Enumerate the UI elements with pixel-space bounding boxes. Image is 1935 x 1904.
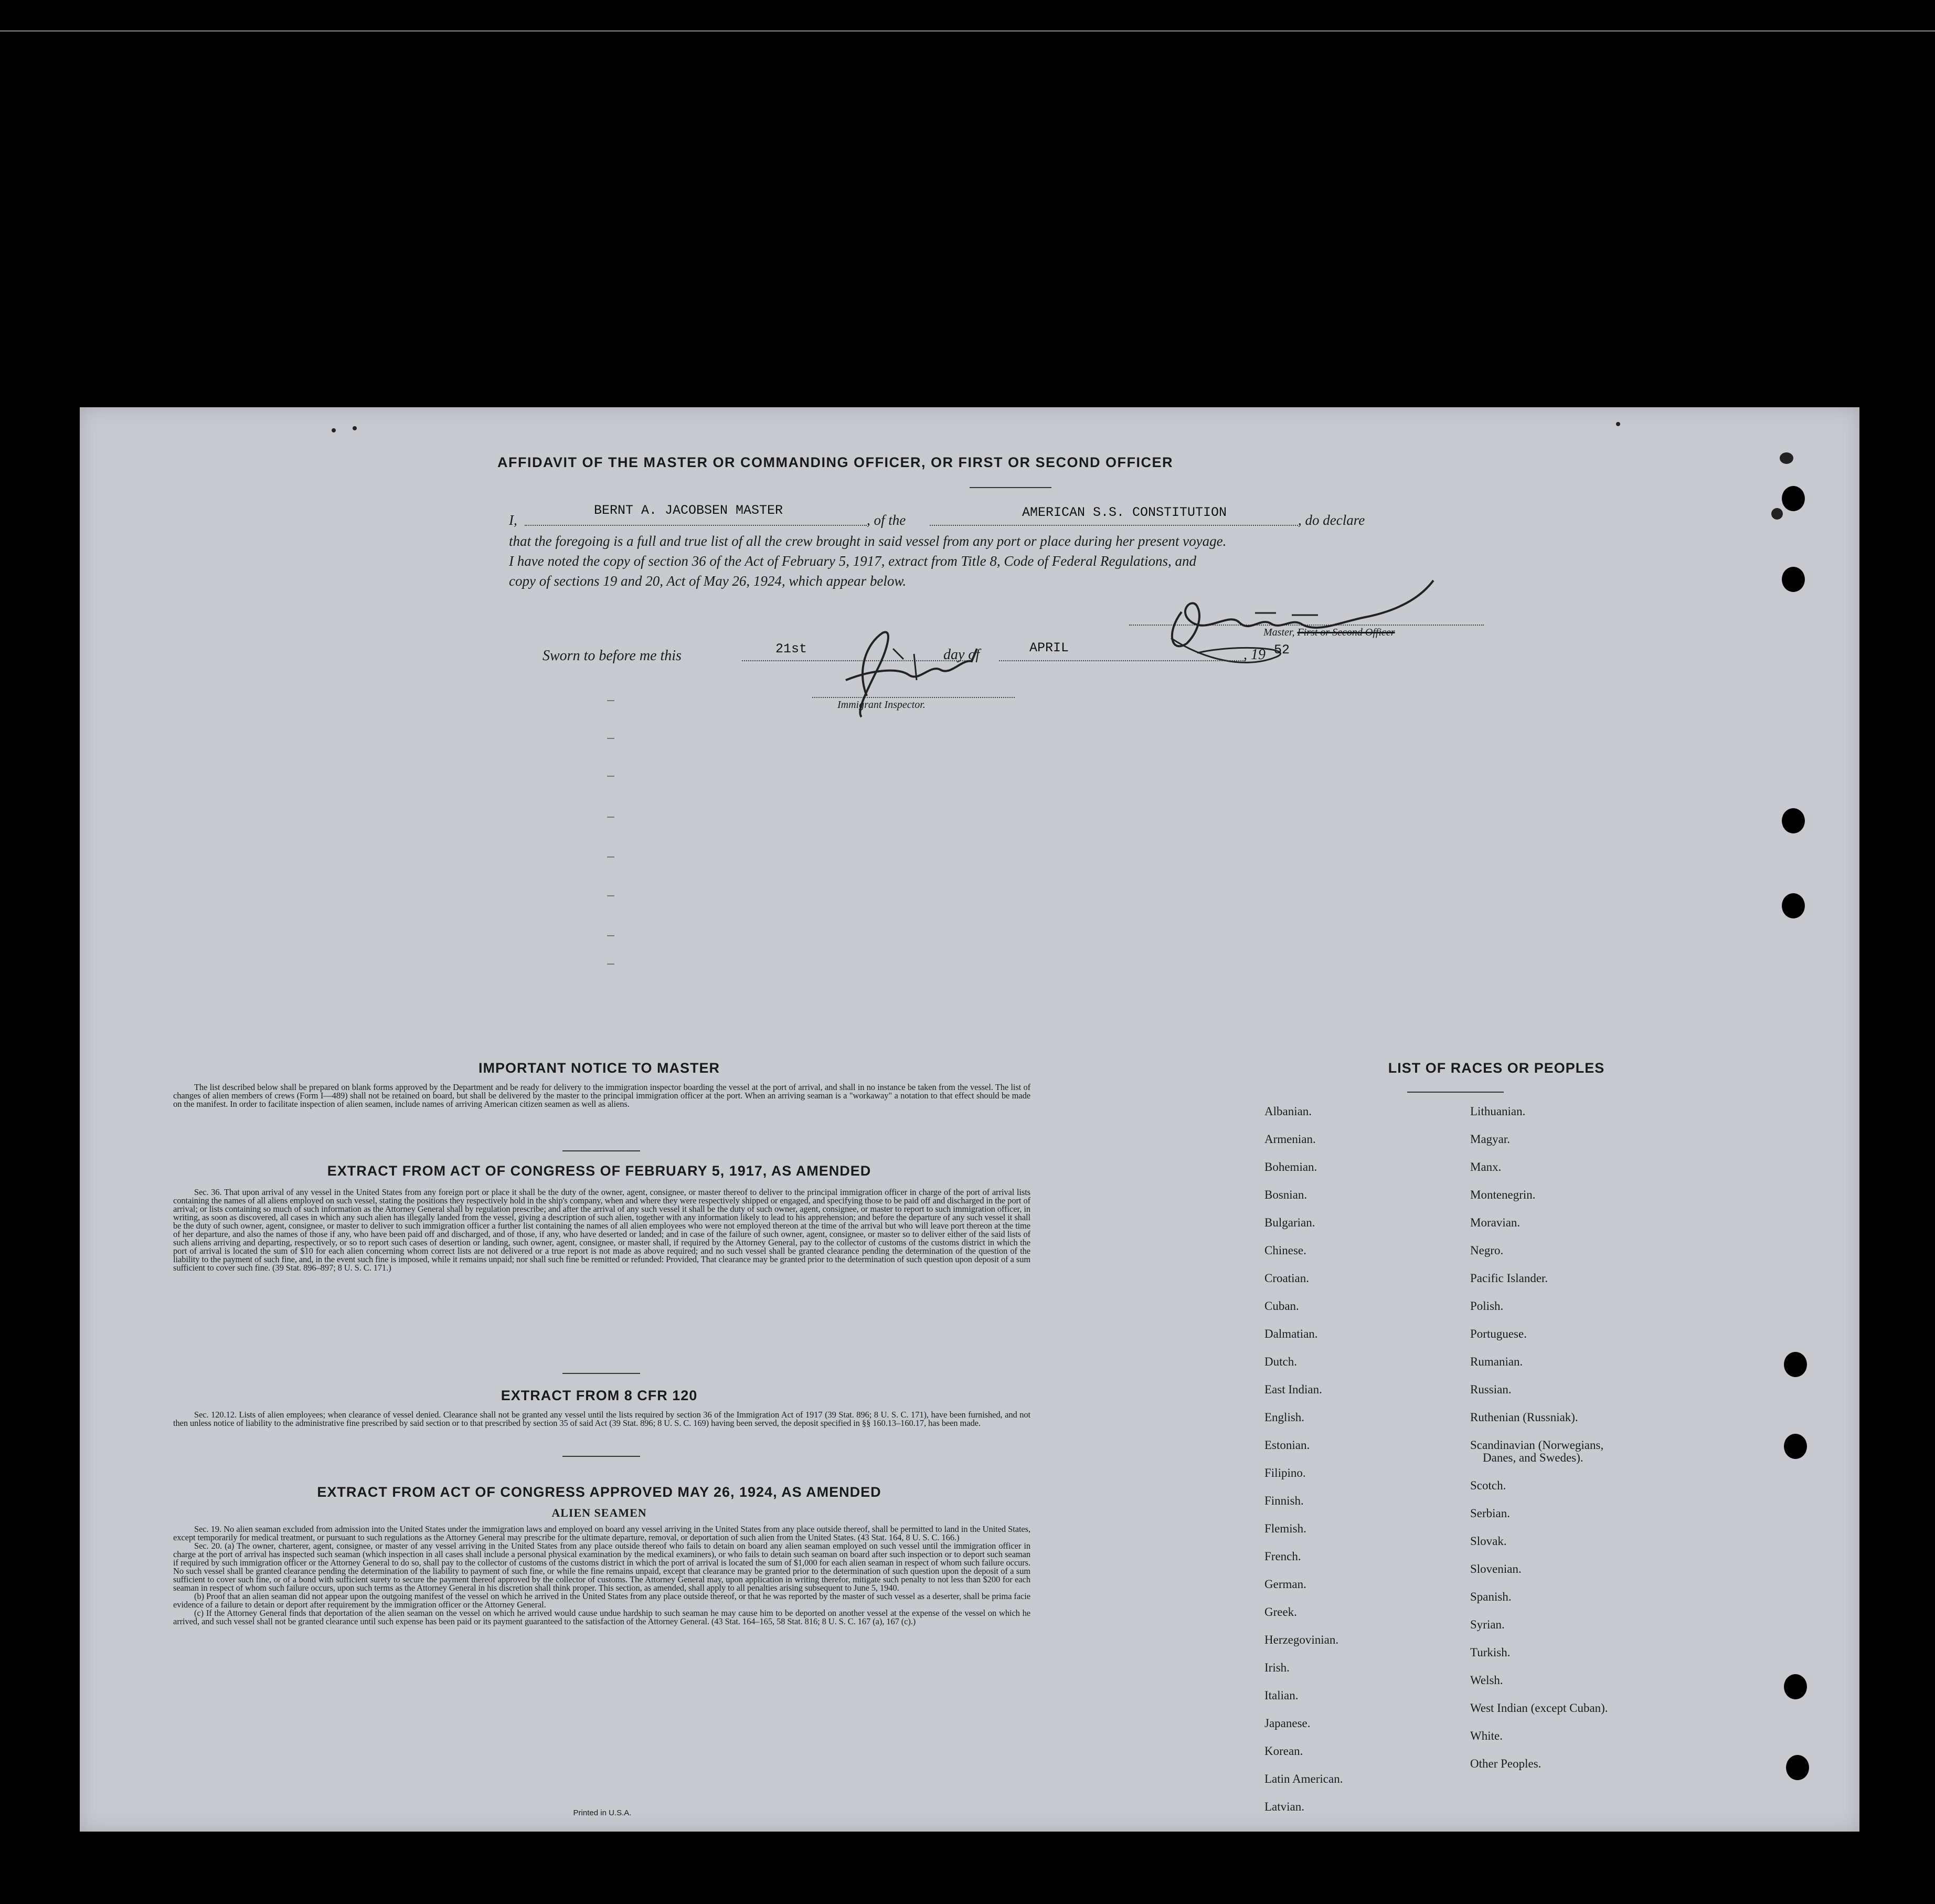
race-item: Chinese.	[1264, 1244, 1306, 1257]
extract-cfr-divider	[562, 1456, 640, 1457]
race-item: Latin American.	[1264, 1772, 1343, 1785]
extract-1924-sec20c: (c) If the Attorney General finds that deportation of the alien seaman on the vessel on which he arrived would cause undue hardship to such seaman he may cause him to be deported on another vessel at the expense of the vessel on which he arrived, and such vessel shall not be granted clearance until such expense has been paid or its payment guaranteed to the satisfaction of the Attorney General. (43 Stat. 164–165, 58 Stat. 816; 8 U. S. C. 167 (a), 167 (c).)	[173, 1608, 1030, 1626]
race-item: Magyar.	[1470, 1133, 1511, 1146]
race-item: White.	[1470, 1729, 1503, 1742]
sworn-month: APRIL	[1029, 640, 1069, 655]
race-item: Other Peoples.	[1470, 1757, 1541, 1770]
vessel-name: AMERICAN S.S. CONSTITUTION	[1022, 505, 1227, 520]
extract-1917-paragraph: Sec. 36. That upon arrival of any vessel in the United States from any foreign port or place it shall be the duty of the owner, agent, consignee, or master thereof to deliver to the principal immigration officer in charge of the port of arrival lists containing the names of all aliens employed on such vessel, stating the positions they respectively hold in the ship's company, when and where they were respectively shipped or engaged, and specifying those to be paid off and discharged in the port of arrival; or lists containing so much of such information as the Attorney General shall by regulation prescribe; and after the arrival of any such vessel it shall be the duty of such owner, agent, consignee, or master to report to such immigration officer, in writing, as soon as discovered, all cases in which any such alien has illegally landed from the vessel, giving a description of such alien, together with any information likely to lead to his apprehension; and before the departure of any such vessel it shall be the duty of such owner, agent, consignee, or master to deliver to such immigration officer a further list containing the names of all alien employees who were not employed thereon at the time of the arrival but who will leave port thereon at the time of her departure, and also the names of those if any, who have been paid off and discharged, and of those, if any, who have deserted or landed; and in case of the failure of such owner, agent, consignee, or master so to deliver either of the said lists of such aliens arriving and departing, respectively, or so to report such cases of desertion or landing, such owner, agent, consignee, or master shall, if required by the Attorney General, pay to the collector of customs of the customs district in which the port of arrival is located the sum of $10 for each alien concerning whom correct lists are not delivered or a true report is not made as above required; and no such vessel shall be granted clearance pending the determination of the question of the liability to the payment of such fine, and, in the event such fine is imposed, while it remains unpaid; nor shall such fine be remitted or refunded: Provided, That clearance may be granted prior to the determination of such question upon deposit of a sum sufficient to cover such fine. (39 Stat. 896–897; 8 U. S. C. 171.)	[173, 1187, 1030, 1273]
race-item: French.	[1264, 1550, 1301, 1563]
race-item: Finnish.	[1264, 1494, 1304, 1507]
sworn-year-prefix: , 19	[1243, 647, 1266, 663]
affidavit-line-3: I have noted the copy of section 36 of the Act of February 5, 1917, extract from Title 8, Code of Federal Regulations, and	[509, 553, 1197, 569]
race-item: Greek.	[1264, 1605, 1297, 1619]
signature-role-struck: First or Second Officer	[1297, 627, 1395, 638]
punch-hole	[1782, 567, 1805, 592]
extract-1917-divider	[562, 1373, 640, 1374]
race-item: Pacific Islander.	[1470, 1272, 1548, 1285]
race-item: Russian.	[1470, 1383, 1512, 1396]
race-item: Montenegrin.	[1470, 1188, 1536, 1201]
printed-in-usa: Printed in U.S.A.	[573, 1808, 632, 1817]
extract-1924-title: EXTRACT FROM ACT OF CONGRESS APPROVED MAY 26, 1924, AS AMENDED	[317, 1484, 881, 1500]
affidavit-line1-mid: , of the	[867, 512, 906, 528]
margin-tick	[607, 776, 614, 777]
margin-tick	[607, 738, 614, 739]
title-underline	[970, 487, 1051, 488]
race-item: Dalmatian.	[1264, 1327, 1318, 1340]
margin-tick	[607, 856, 614, 858]
race-item: Welsh.	[1470, 1674, 1503, 1687]
race-item: Albanian.	[1264, 1105, 1312, 1118]
margin-tick	[607, 817, 614, 818]
extract-1924-sec20a: Sec. 20. (a) The owner, charterer, agent, consignee, or master of any vessel arriving in the United States from any place outside thereof who fails to detain on board any alien seaman employed on such vessel until the immigration officer in charge at the port of arrival has inspected such seaman (which inspection in all cases shall include a personal physical examination by the medical examiners), or who fails to detain such seaman on board after such inspection or to deport such seaman if required by such immigration officer or the Attorney General to do so, shall pay to the collector of customs of the customs district in which the port of arrival is located the sum of $1,000 for each alien seaman in respect of whom such failure occurs. No such vessel shall be granted clearance pending the determination of the liability to payment of such fine, or while the fine remains unpaid, except that clearance may be granted prior to the determination of such question upon the deposit of a sum sufficient to cover such fine, or of a bond with sufficient surety to secure the payment thereof approved by the collector of customs. The Attorney General may, upon application in writing therefor, mitigate such penalty to not less than $200 for each seaman in respect of whom such failure occurs, upon such terms as the Attorney General in his discretion shall think proper. This section, as amended, shall apply to all penalties arising subsequent to June 5, 1940.	[173, 1541, 1030, 1593]
affidavit-line-4: copy of sections 19 and 20, Act of May 26, 1924, which appear below.	[509, 573, 907, 589]
paper-speck	[353, 426, 357, 430]
notice-paragraph: The list described below shall be prepared on blank forms approved by the Department and be ready for delivery to the immigration inspector boarding the vessel at the port of arrival, and shall in no instance be taken from the vessel. The list of changes of alien members of crews (Form I—489) shall not be retained on board, but shall be delivered by the master to the principal immigration officer at the port. When an arriving seaman is a "workaway" a notation to that effect should be made on the manifest. In order to facilitate inspection of alien seamen, include names of arriving American citizen seamen as well as aliens.	[173, 1082, 1030, 1109]
sworn-day-of: day of	[943, 647, 980, 663]
paper-speck	[1771, 508, 1783, 520]
affidavit-document-page	[80, 407, 1859, 1832]
races-title-underline	[1407, 1092, 1504, 1093]
affidavit-line1-prefix: I,	[509, 512, 517, 528]
extract-cfr-title: EXTRACT FROM 8 CFR 120	[501, 1388, 698, 1403]
extract-1924-subtitle: ALIEN SEAMEN	[551, 1506, 647, 1519]
race-item: Slovak.	[1470, 1535, 1507, 1548]
margin-tick	[607, 964, 614, 965]
sworn-year: 52	[1274, 642, 1290, 658]
race-item: Irish.	[1264, 1661, 1290, 1674]
race-item: Portuguese.	[1470, 1327, 1527, 1340]
extract-1924-sec20b: (b) Proof that an alien seaman did not appear upon the outgoing manifest of the vessel on which he arrived in the United States from any place outside thereof, or that he was reported by the master of such vessel as a deserter, shall be prima facie evidence of a failure to detain or deport after requirement by the immigration officer or the Attorney General.	[173, 1591, 1030, 1610]
race-item: Latvian.	[1264, 1800, 1304, 1813]
extract-cfr-body	[173, 1411, 1030, 1427]
punch-hole	[1786, 1755, 1809, 1780]
margin-tick	[607, 700, 614, 701]
race-item: Ruthenian (Russniak).	[1470, 1411, 1578, 1424]
race-item: Spanish.	[1470, 1590, 1512, 1603]
race-item: Herzegovinian.	[1264, 1633, 1339, 1646]
notice-title: EXTRACT FROM ACT OF CONGRESS OF FEBRUARY 5, 1917, AS AMENDED	[327, 1163, 871, 1179]
signature-role	[1263, 627, 1395, 639]
race-item: Negro.	[1470, 1244, 1504, 1257]
race-item: Filipino.	[1264, 1466, 1306, 1479]
extract-1924-sec19: Sec. 19. No alien seaman excluded from admission into the United States under the immigration laws and employed on board any vessel arriving in the United States from any place outside thereof, shall be permitted to land in the United States, except temporarily for medical treatment, or pursuant to such regulations as the Attorney General may prescribe for the ultimate departure, removal, or deportation of such alien from the United States. (43 Stat. 164, 8 U. S. C. 166.)	[173, 1524, 1030, 1542]
paper-speck	[1780, 452, 1793, 464]
race-item: Estonian.	[1264, 1438, 1310, 1452]
race-item: Armenian.	[1264, 1133, 1316, 1146]
race-item: West Indian (except Cuban).	[1470, 1701, 1608, 1715]
extract-1924-body	[173, 1525, 1030, 1626]
important-notice-title: IMPORTANT NOTICE TO MASTER	[479, 1060, 720, 1076]
extract-1917-body	[173, 1188, 1030, 1272]
vessel-fill-line	[930, 525, 1298, 526]
punch-hole	[1784, 1674, 1807, 1699]
punch-hole	[1782, 486, 1805, 511]
race-item: Croatian.	[1264, 1272, 1309, 1285]
race-item: Bosnian.	[1264, 1188, 1307, 1201]
race-item: Bulgarian.	[1264, 1216, 1315, 1229]
paper-speck	[332, 428, 336, 432]
extract-cfr-paragraph: Sec. 120.12. Lists of alien employees; when clearance of vessel denied. Clearance shall not be granted any vessel until the lists required by section 36 of the Immigration Act of 1917 (39 Stat. 896; 8 U. S. C. 171), have been furnished, and not then unless notice of liability to the administrative fine prescribed by said section or to that prescribed by section 35 of said Act (39 Stat. 896; 8 U. S. C. 169) having been served, the deposit specified in §§ 160.13–160.17, has been made.	[173, 1410, 1030, 1428]
race-item: Turkish.	[1470, 1646, 1511, 1659]
affidavit-title: AFFIDAVIT OF THE MASTER OR COMMANDING OFFICER, OR FIRST OR SECOND OFFICER	[497, 454, 1173, 470]
race-item: Cuban.	[1264, 1299, 1299, 1313]
race-item: German.	[1264, 1578, 1306, 1591]
race-item: Moravian.	[1470, 1216, 1521, 1229]
master-name: BERNT A. JACOBSEN MASTER	[594, 503, 783, 518]
punch-hole	[1784, 1352, 1807, 1377]
punch-hole	[1782, 893, 1805, 918]
race-item: Serbian.	[1470, 1507, 1511, 1520]
margin-tick	[607, 895, 614, 896]
punch-hole	[1782, 808, 1805, 833]
race-item: Dutch.	[1264, 1355, 1297, 1368]
race-item: Slovenian.	[1470, 1562, 1522, 1575]
affidavit-line-2: that the foregoing is a full and true list of all the crew brought in said vessel from any port or place during her present voyage.	[509, 533, 1227, 549]
punch-hole	[1784, 1434, 1807, 1459]
sworn-month-line	[999, 660, 1246, 661]
race-item: East Indian.	[1264, 1383, 1322, 1396]
notice-body	[173, 1083, 1030, 1108]
inspector-label: Immigrant Inspector.	[837, 699, 926, 711]
race-item: Manx.	[1470, 1160, 1502, 1173]
race-item: Rumanian.	[1470, 1355, 1523, 1368]
race-item: Lithuanian.	[1470, 1105, 1526, 1118]
sworn-day: 21st	[775, 641, 807, 657]
race-item: Syrian.	[1470, 1618, 1505, 1631]
race-item: Scandinavian (Norwegians,	[1470, 1438, 1604, 1452]
affidavit-line1-suffix: , do declare	[1298, 512, 1365, 528]
race-item: Japanese.	[1264, 1717, 1311, 1730]
race-item: Korean.	[1264, 1744, 1303, 1758]
scanner-edge-line	[0, 30, 1935, 31]
race-item: English.	[1264, 1411, 1305, 1424]
races-column-2	[1470, 1105, 1722, 1785]
race-item: Polish.	[1470, 1299, 1504, 1313]
notice-divider	[562, 1150, 640, 1151]
race-item: Italian.	[1264, 1689, 1299, 1702]
race-item: Scotch.	[1470, 1479, 1506, 1492]
races-title: LIST OF RACES OR PEOPLES	[1388, 1060, 1605, 1076]
margin-tick	[607, 935, 614, 936]
race-item: Flemish.	[1264, 1522, 1306, 1535]
sworn-prefix: Sworn to before me this	[543, 648, 682, 664]
races-column-1	[1264, 1105, 1464, 1828]
paper-speck	[1616, 422, 1620, 426]
signature-role-master: Master,	[1263, 627, 1295, 638]
race-item: Bohemian.	[1264, 1160, 1317, 1173]
race-item: Danes, and Swedes).	[1483, 1451, 1583, 1464]
name-fill-line	[525, 525, 867, 526]
